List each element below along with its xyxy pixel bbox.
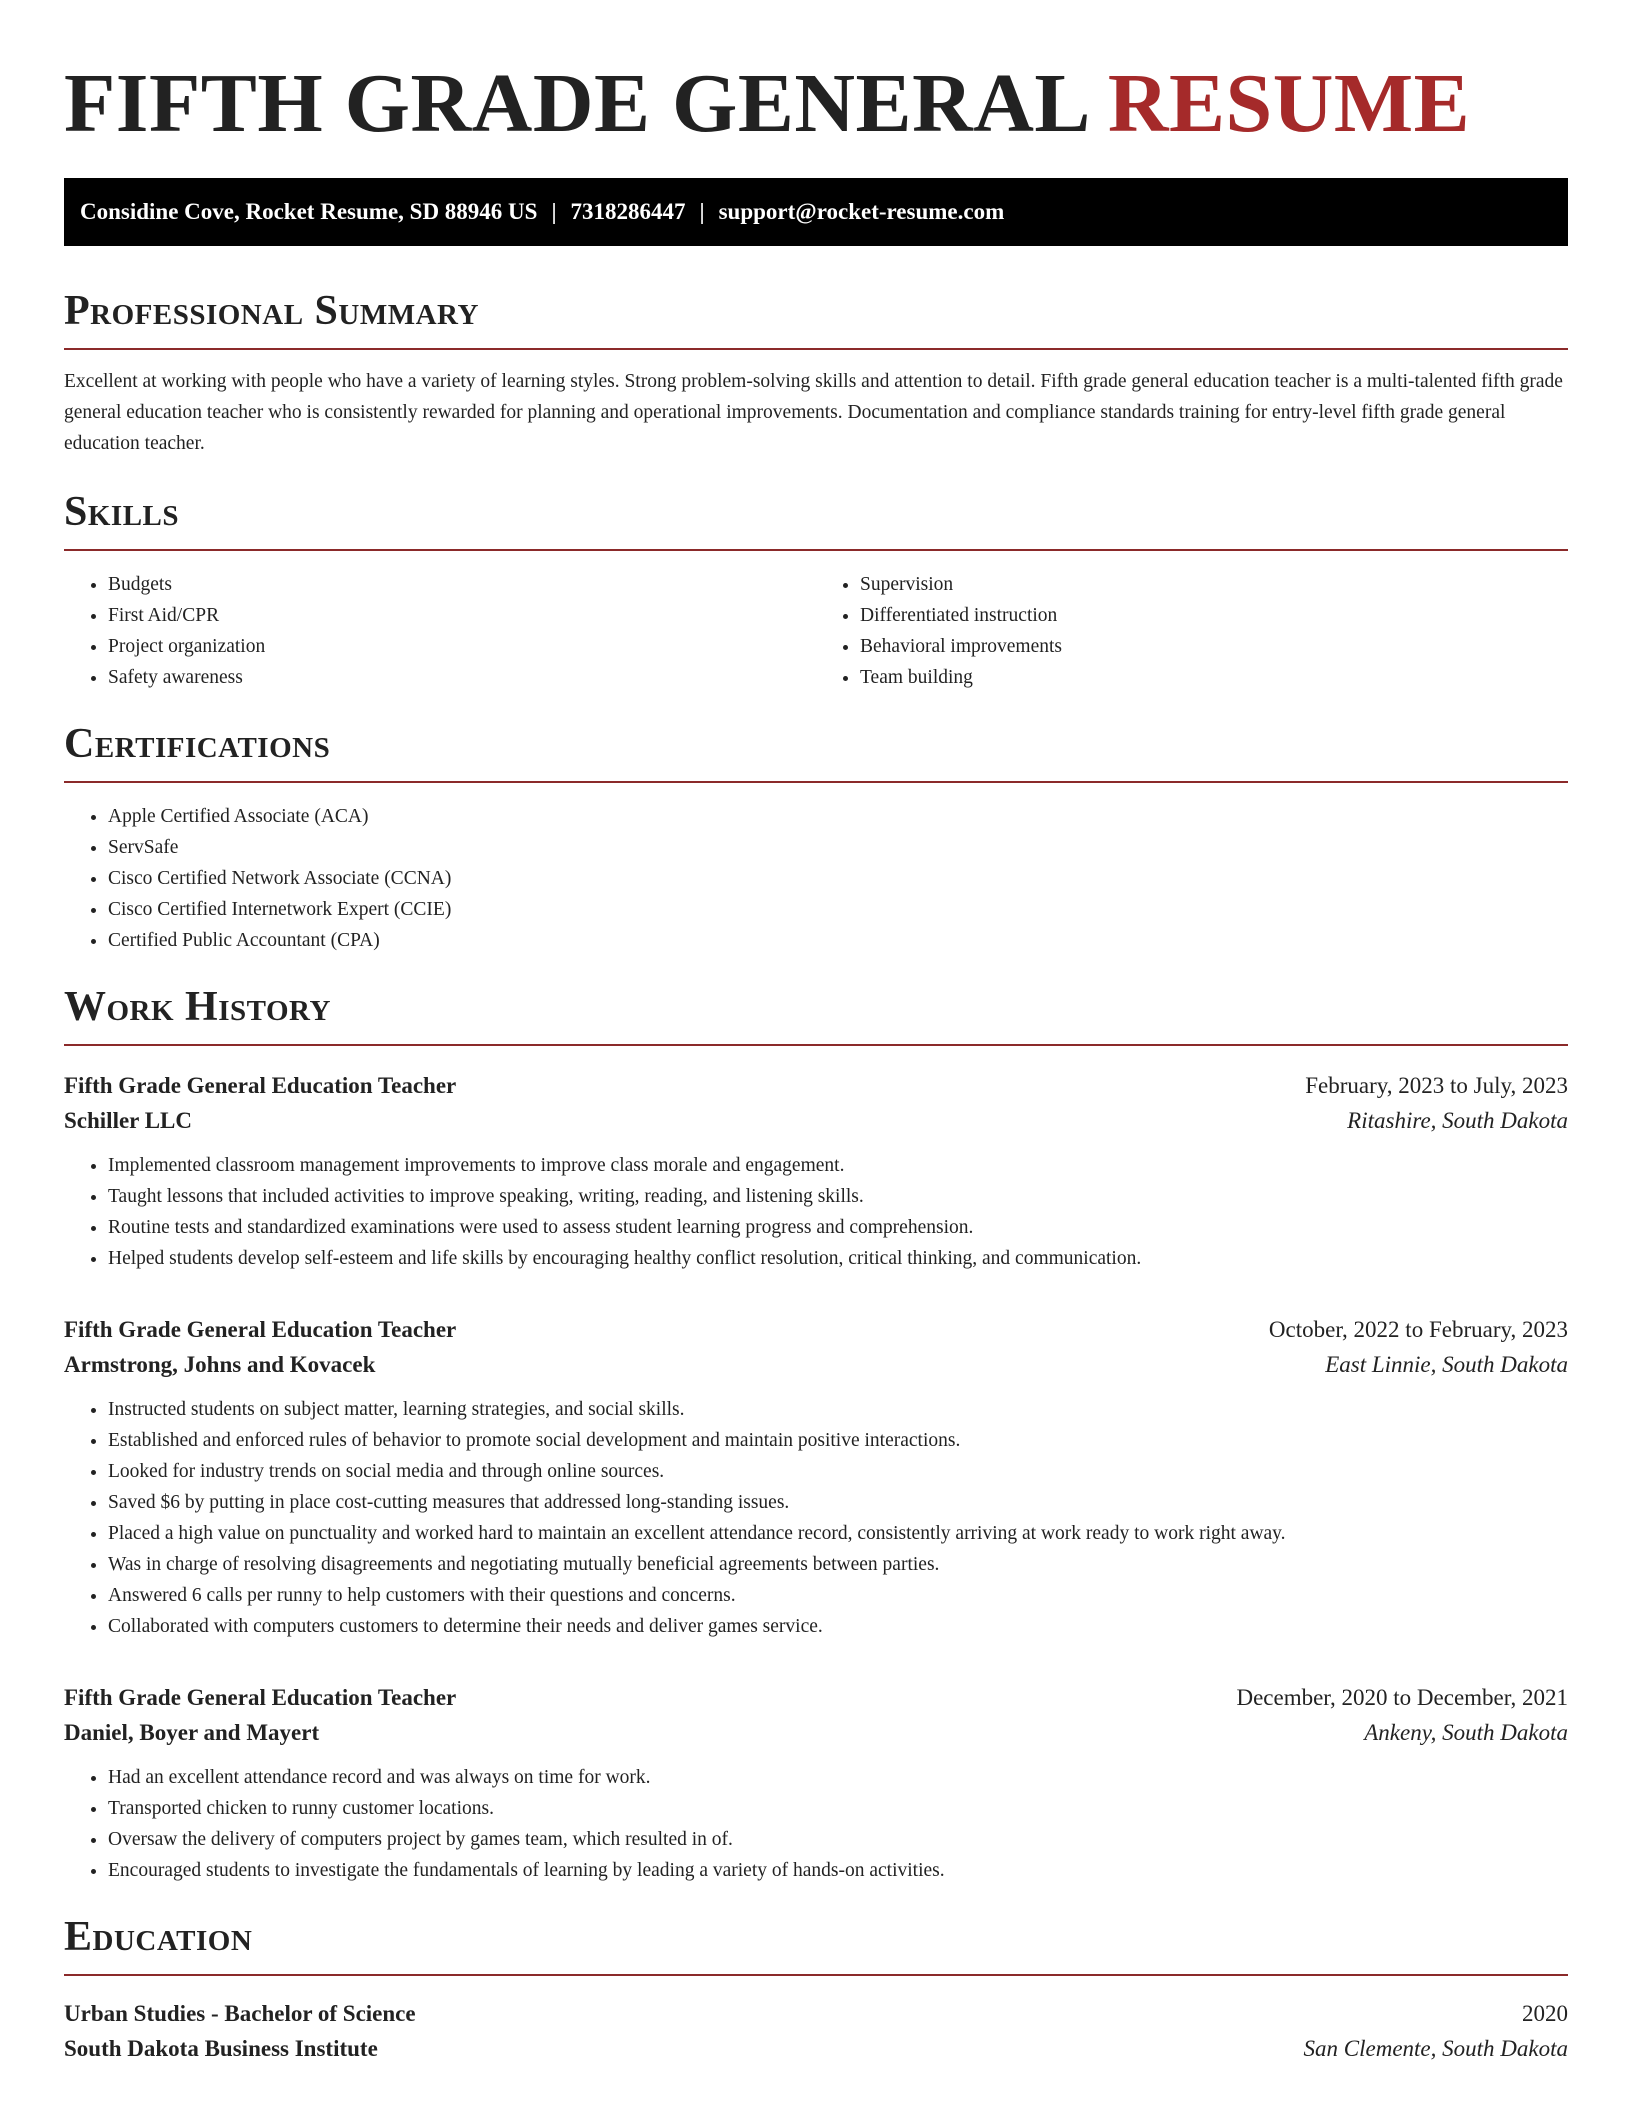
job-bullet: • Taught lessons that included activities to improve speaking, writing, reading, and listening skills. — [108, 1181, 1568, 1212]
summary-heading: Professional Summary — [64, 288, 479, 334]
job-bullet: • Answered 6 calls per runny to help customers with their questions and concerns. — [108, 1580, 1568, 1611]
education-year: 2020 — [1522, 2001, 1568, 2026]
job-company-row — [64, 1103, 1568, 1138]
contact-address: Considine Cove, Rocket Resume, SD 88946 US — [80, 199, 538, 224]
job-bullet: • Collaborated with computers customers to determine their needs and deliver games service. — [108, 1611, 1568, 1642]
job-bullet: • Was in charge of resolving disagreements and negotiating mutually beneficial agreements between parties. — [108, 1549, 1568, 1580]
job-role: Fifth Grade General Education Teacher — [64, 1073, 457, 1098]
job-entry — [64, 1068, 1568, 1274]
skill-item: • Safety awareness — [108, 662, 816, 693]
resume-title — [64, 0, 1568, 152]
section-divider — [64, 348, 1568, 350]
contact-bar — [64, 178, 1568, 246]
certifications-section — [64, 719, 1568, 956]
skill-item: • Behavioral improvements — [860, 631, 1568, 662]
job-dates: October, 2022 to February, 2023 — [1268, 1317, 1568, 1342]
skill-item: • Differentiated instruction — [860, 600, 1568, 631]
skill-item: • Project organization — [108, 631, 816, 662]
job-bullet: • Established and enforced rules of behavior to promote social development and maintain positive interactions. — [108, 1425, 1568, 1456]
job-dates: December, 2020 to December, 2021 — [1236, 1685, 1568, 1710]
job-company: Armstrong, Johns and Kovacek — [64, 1352, 376, 1377]
job-location: Ritashire, South Dakota — [1347, 1108, 1568, 1133]
certification-item: • Cisco Certified Internetwork Expert (CCIE) — [108, 894, 1568, 925]
job-company-row — [64, 1347, 1568, 1382]
certification-item: • Apple Certified Associate (ACA) — [108, 801, 1568, 832]
section-divider — [64, 1044, 1568, 1046]
education-school: South Dakota Business Institute — [64, 2036, 378, 2061]
work-history-heading: Work History — [64, 984, 331, 1030]
job-location: East Linnie, South Dakota — [1325, 1352, 1568, 1377]
summary-text: Excellent at working with people who have a variety of learning styles. Strong problem-solving skills and attention to detail. Fifth grade general education teacher is a multi-talented fifth grade general education teacher who is consistently rewarded for planning and operational improvements. Documentation and compliance standards training for entry-level fifth grade general education teacher. — [64, 371, 1563, 454]
contact-separator: | — [699, 199, 705, 224]
education-location: San Clemente, South Dakota — [1303, 2036, 1568, 2061]
job-role: Fifth Grade General Education Teacher — [64, 1685, 457, 1710]
job-bullet: • Instructed students on subject matter, learning strategies, and social skills. — [108, 1394, 1568, 1425]
job-bullet: • Encouraged students to investigate the fundamentals of learning by leading a variety of hands-on activities. — [108, 1855, 1568, 1886]
job-bullet: • Implemented classroom management improvements to improve class morale and engagement. — [108, 1150, 1568, 1181]
education-heading: Education — [64, 1914, 253, 1960]
skill-item: • First Aid/CPR — [108, 600, 816, 631]
job-header-row — [64, 1312, 1568, 1347]
job-bullet: • Transported chicken to runny customer locations. — [108, 1793, 1568, 1824]
job-company: Daniel, Boyer and Mayert — [64, 1720, 320, 1745]
job-bullet: • Saved $6 by putting in place cost-cutting measures that addressed long-standing issues. — [108, 1487, 1568, 1518]
job-location: Ankeny, South Dakota — [1364, 1720, 1568, 1745]
job-company: Schiller LLC — [64, 1108, 193, 1133]
contact-email: support@rocket-resume.com — [718, 199, 1005, 224]
section-divider — [64, 781, 1568, 783]
job-bullet: • Oversaw the delivery of computers project by games team, which resulted in of. — [108, 1824, 1568, 1855]
skills-list-right — [816, 569, 1568, 693]
section-divider — [64, 549, 1568, 551]
education-degree-row — [64, 1996, 1568, 2031]
job-entry — [64, 1312, 1568, 1642]
certification-item: • Certified Public Accountant (CPA) — [108, 925, 1568, 956]
certification-item: • ServSafe — [108, 832, 1568, 863]
job-dates: February, 2023 to July, 2023 — [1305, 1073, 1568, 1098]
skill-item: • Budgets — [108, 569, 816, 600]
skills-heading: Skills — [64, 489, 180, 535]
skills-section — [64, 487, 1568, 693]
job-bullets — [64, 1394, 1568, 1642]
job-header-row — [64, 1068, 1568, 1103]
job-role: Fifth Grade General Education Teacher — [64, 1317, 457, 1342]
skills-columns — [64, 569, 1568, 693]
job-bullet: • Looked for industry trends on social media and through online sources. — [108, 1456, 1568, 1487]
job-entry — [64, 1680, 1568, 1886]
skill-item: • Supervision — [860, 569, 1568, 600]
contact-phone: 7318286447 — [570, 199, 686, 224]
job-bullet: • Had an excellent attendance record and was always on time for work. — [108, 1762, 1568, 1793]
summary-section — [64, 286, 1568, 459]
certifications-heading: Certifications — [64, 721, 331, 767]
section-divider — [64, 1974, 1568, 1976]
resume-title-main: FIFTH GRADE GENERAL — [64, 57, 1087, 150]
skills-list-left — [64, 569, 816, 693]
job-bullet: • Routine tests and standardized examinations were used to assess student learning progress and comprehension. — [108, 1212, 1568, 1243]
resume-title-accent: RESUME — [1107, 57, 1471, 150]
job-header-row — [64, 1680, 1568, 1715]
education-entry — [64, 1996, 1568, 2066]
job-bullet: • Placed a high value on punctuality and worked hard to maintain an excellent attendance record, consistently arriving at work ready to work right away. — [108, 1518, 1568, 1549]
work-history-section — [64, 982, 1568, 1886]
job-bullet: • Helped students develop self-esteem and life skills by encouraging healthy conflict resolution, critical thinking, and communication. — [108, 1243, 1568, 1274]
skill-item: • Team building — [860, 662, 1568, 693]
certification-item: • Cisco Certified Network Associate (CCNA) — [108, 863, 1568, 894]
contact-separator: | — [551, 199, 557, 224]
education-school-row — [64, 2031, 1568, 2066]
job-bullets — [64, 1762, 1568, 1886]
certifications-list — [64, 801, 1568, 956]
job-company-row — [64, 1715, 1568, 1750]
job-bullets — [64, 1150, 1568, 1274]
education-degree: Urban Studies - Bachelor of Science — [64, 2001, 416, 2026]
education-section — [64, 1912, 1568, 2066]
